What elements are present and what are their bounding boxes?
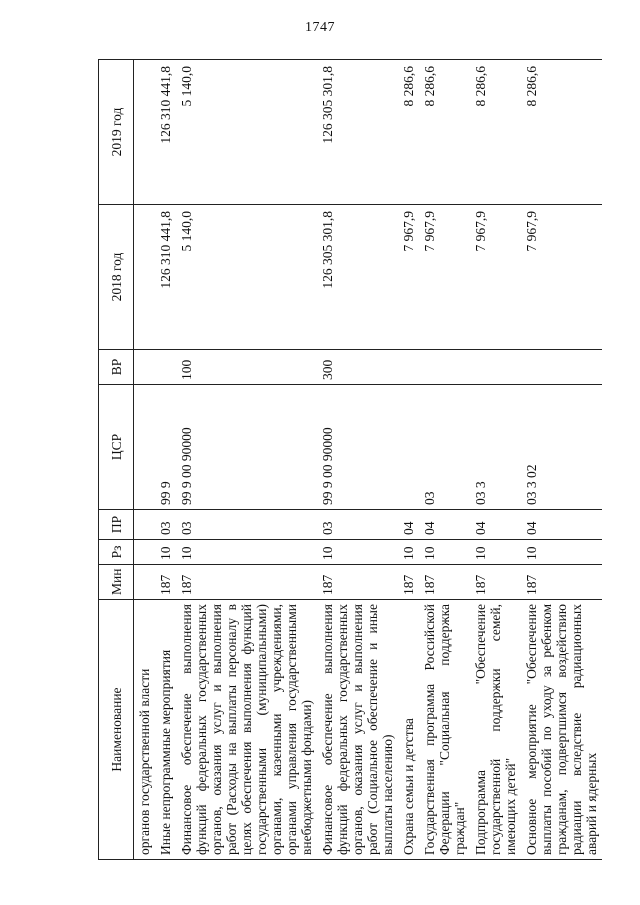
row-csr: 03 xyxy=(419,385,470,510)
row-min: 187 xyxy=(176,565,317,600)
row-vr xyxy=(470,350,521,385)
header-rz: Рз xyxy=(99,540,134,565)
row-name: Подпрограмма "Обеспечение государственной поддержки семей, имеющих детей" xyxy=(470,600,521,860)
row-rz: 10 xyxy=(521,540,602,565)
row-2018 xyxy=(134,205,156,350)
row-2018: 126 310 441,8 xyxy=(155,205,176,350)
row-pr xyxy=(134,510,156,540)
row-pr: 03 xyxy=(317,510,398,540)
row-2019 xyxy=(134,60,156,205)
row-pr: 04 xyxy=(470,510,521,540)
table-row xyxy=(155,60,176,860)
row-csr: 03 3 xyxy=(470,385,521,510)
header-2018: 2018 год xyxy=(99,205,134,350)
row-2019: 8 286,6 xyxy=(521,60,602,205)
header-name: Наименование xyxy=(99,600,134,860)
row-rz: 10 xyxy=(419,540,470,565)
row-min: 187 xyxy=(398,565,419,600)
row-csr xyxy=(398,385,419,510)
row-name: Иные непрограммные мероприятия xyxy=(155,600,176,860)
row-name: Охрана семьи и детства xyxy=(398,600,419,860)
row-min: 187 xyxy=(419,565,470,600)
row-2019: 5 140,0 xyxy=(176,60,317,205)
row-csr xyxy=(134,385,156,510)
row-pr: 04 xyxy=(521,510,602,540)
row-rz: 10 xyxy=(470,540,521,565)
row-vr xyxy=(521,350,602,385)
row-vr: 100 xyxy=(176,350,317,385)
table-row xyxy=(521,60,602,860)
row-pr: 04 xyxy=(419,510,470,540)
row-name: Основное мероприятие "Обеспечение выплаты пособий по уходу за ребенком гражданам, подвергшимся воздействию радиации вследствие радиационных аварий и ядерных xyxy=(521,600,602,860)
page-number: 1747 xyxy=(305,20,335,35)
row-min: 187 xyxy=(317,565,398,600)
budget-table-sheet xyxy=(98,60,628,860)
table-row xyxy=(398,60,419,860)
row-rz: 10 xyxy=(398,540,419,565)
table-row xyxy=(134,60,156,860)
row-rz xyxy=(134,540,156,565)
row-min: 187 xyxy=(470,565,521,600)
row-csr: 99 9 xyxy=(155,385,176,510)
row-2018: 5 140,0 xyxy=(176,205,317,350)
row-min xyxy=(134,565,156,600)
header-2019: 2019 год xyxy=(99,60,134,205)
row-vr xyxy=(134,350,156,385)
row-csr: 99 9 00 90000 xyxy=(317,385,398,510)
row-pr: 03 xyxy=(155,510,176,540)
row-2018: 7 967,9 xyxy=(398,205,419,350)
table-row xyxy=(470,60,521,860)
row-2018: 126 305 301,8 xyxy=(317,205,398,350)
row-2019: 126 305 301,8 xyxy=(317,60,398,205)
header-vr: ВР xyxy=(99,350,134,385)
row-2019: 8 286,6 xyxy=(419,60,470,205)
row-rz: 10 xyxy=(317,540,398,565)
row-2019: 8 286,6 xyxy=(470,60,521,205)
row-rz: 10 xyxy=(176,540,317,565)
row-vr: 300 xyxy=(317,350,398,385)
row-min: 187 xyxy=(521,565,602,600)
row-vr xyxy=(398,350,419,385)
row-2018: 7 967,9 xyxy=(470,205,521,350)
table-row xyxy=(176,60,317,860)
table-row xyxy=(419,60,470,860)
table-row xyxy=(317,60,398,860)
row-name: Финансовое обеспечение выполнения функций федеральных государственных органов, оказания услуг и выполнения работ (Социальное обеспечение и иные выплаты населению) xyxy=(317,600,398,860)
row-2019: 126 310 441,8 xyxy=(155,60,176,205)
row-2018: 7 967,9 xyxy=(521,205,602,350)
table-header-row xyxy=(99,60,134,860)
row-vr xyxy=(155,350,176,385)
row-2018: 7 967,9 xyxy=(419,205,470,350)
row-csr: 99 9 00 90000 xyxy=(176,385,317,510)
header-csr: ЦСР xyxy=(99,385,134,510)
header-min: Мин xyxy=(99,565,134,600)
row-name: органов государственной власти xyxy=(134,600,156,860)
row-vr xyxy=(419,350,470,385)
row-min: 187 xyxy=(155,565,176,600)
row-2019: 8 286,6 xyxy=(398,60,419,205)
row-csr: 03 3 02 xyxy=(521,385,602,510)
row-pr: 04 xyxy=(398,510,419,540)
row-pr: 03 xyxy=(176,510,317,540)
header-pr: ПР xyxy=(99,510,134,540)
row-name: Финансовое обеспечение выполнения функций федеральных государственных органов, оказания услуг и выполнения работ (Расходы на выплаты персоналу в целях обеспечения выполнения функций государственными (муниципальными) органами, казенными учреждениями, органами управления государственными внебюджетными фондами) xyxy=(176,600,317,860)
row-name: Государственная программа Российской Федерации "Социальная поддержка граждан" xyxy=(419,600,470,860)
budget-table xyxy=(98,59,602,860)
row-rz: 10 xyxy=(155,540,176,565)
